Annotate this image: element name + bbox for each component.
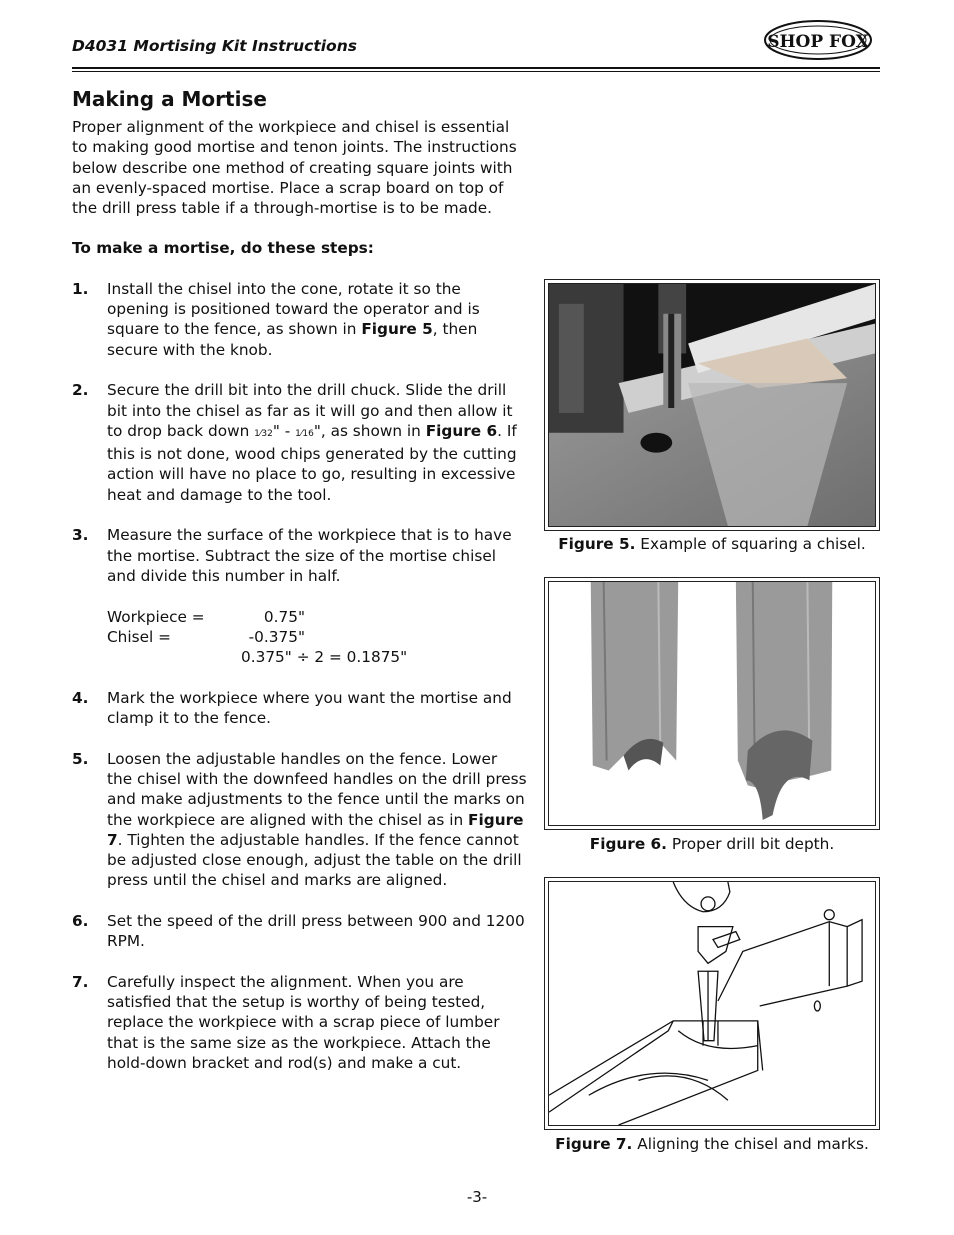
figure-reference: Figure 7 [107,810,524,849]
step-number: 5. [72,749,89,768]
svg-text:SHOP FOX: SHOP FOX [767,32,869,52]
step-5 [72,749,527,891]
step-number: 1. [72,279,89,298]
step-4 [72,688,527,729]
step-number: 7. [72,972,89,991]
document-title: D4031 Mortising Kit Instructions [72,37,357,55]
step-text: Measure the surface of the workpiece that is to have the mortise. Subtract the size of the mortise chisel and divide this number in half. Workpiece = 0.75" Chisel = -0.375" 0.375" ÷ 2 = 0.1875" [107,525,527,667]
step-text: Set the speed of the drill press between 900 and 1200 RPM. [107,911,525,951]
fraction: 1⁄32 [254,428,273,439]
body-text [72,117,527,1094]
workpiece-value: 0.75" [263,607,305,626]
step-text: Loosen the adjustable handles on the fence. Lower the chisel with the downfeed handles on the drill press and make adjustments to the fence until the marks on the workpiece are aligned with the chisel as in Figure 7. Tighten the adjustable handles. If the fence cannot be adjusted close enough, adjust the table on the drill press until the chisel and marks are aligned. [107,749,527,890]
step-text: Mark the workpiece where you want the mortise and clamp it to the fence. [107,688,512,728]
figure-reference: Figure 6 [425,421,498,440]
chisel-value: -0.375" [248,627,305,646]
figure-5-photo [544,279,880,531]
figure-reference: Figure 5 [361,320,433,339]
shop-fox-logo [764,20,872,60]
chisel-label: Chisel = [107,627,171,646]
step-text: Install the chisel into the cone, rotate it so the opening is positioned toward the operator and is square to the fence, as shown in Figure 5, then secure with the knob. [107,279,480,359]
step-3 [72,525,527,667]
figure-6-caption: Figure 6. Proper drill bit depth. [589,835,835,853]
step-number: 4. [72,688,89,707]
step-6 [72,911,527,952]
step-7 [72,972,527,1073]
figure-6-photo [544,577,880,830]
calculation-result: 0.375" ÷ 2 = 0.1875" [241,648,408,667]
header-rule [72,67,880,69]
step-number: 3. [72,526,89,545]
fraction: 1⁄16 [295,428,314,439]
page-number: -3- [466,1188,488,1206]
step-number: 6. [72,911,89,930]
figure-7-caption: Figure 7. Aligning the chisel and marks. [555,1135,869,1153]
steps-heading: To make a mortise, do these steps: [72,239,374,258]
step-number: 2. [72,381,89,400]
header-rule-thin [72,71,880,72]
section-title: Making a Mortise [72,87,267,111]
step-text: Carefully inspect the alignment. When you are satisfied that the setup is worthy of being tested, replace the workpiece with a scrap piece of lumber that is the same size as the workpiece. Attach the hold-down bracket and rod(s) and make a cut. [107,972,500,1073]
step-2 [72,380,527,505]
workpiece-label: Workpiece = [107,607,205,626]
intro-paragraph: Proper alignment of the workpiece and chisel is essential to making good mortise and tenon joints. The instructions below describe one method of creating square joints with an evenly-spaced mortise. Place a scrap board on top of the drill press table if a through-mortise is to be made. [72,118,517,218]
figure-7-illustration [544,877,880,1130]
calculation-block [107,607,527,668]
step-text: Secure the drill bit into the drill chuck. Slide the drill bit into the chisel as far as it will go and then allow it to drop back down 1⁄32" - 1⁄16", as shown in Figure 6. If this is not done, wood chips generated by the cutting action will have no place to go, resulting in excessive heat and damage to the tool. [107,381,517,504]
step-1 [72,279,527,360]
figure-5-caption: Figure 5. Example of squaring a chisel. [558,535,866,553]
